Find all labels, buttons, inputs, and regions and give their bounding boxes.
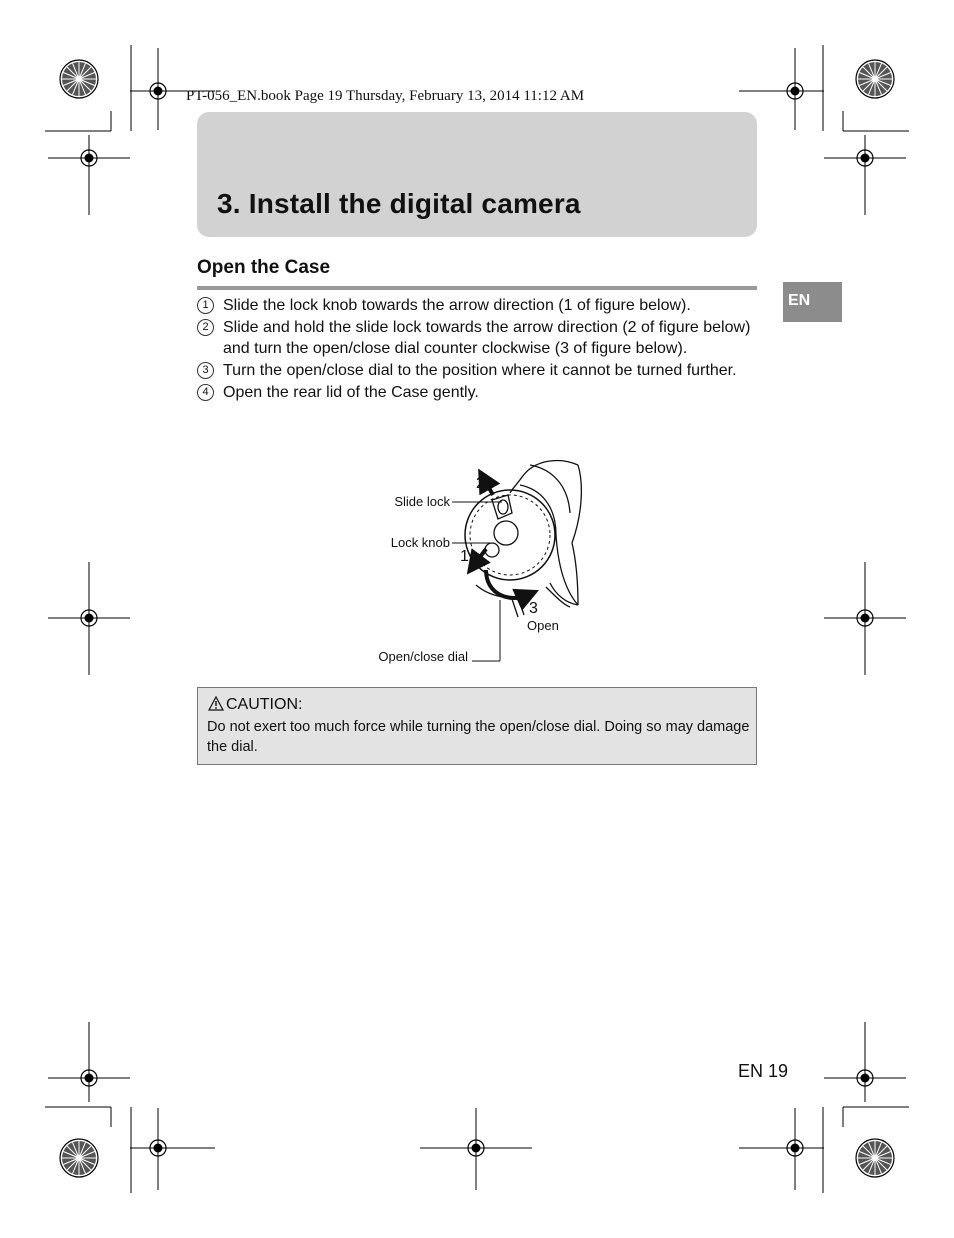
- page-number: EN 19: [738, 1061, 789, 1081]
- section-divider: [197, 286, 757, 290]
- caution-text: Do not exert too much force while turning the open/close dial. Doing so may damage the dial.: [207, 719, 750, 755]
- label-number-1: 1: [460, 548, 469, 565]
- label-slide-lock: Slide lock: [394, 494, 450, 509]
- label-lock-knob: Lock knob: [390, 535, 450, 550]
- step-list: [197, 295, 757, 404]
- step-item: [197, 295, 757, 316]
- book-header-info: PT-056_EN.book Page 19 Thursday, February 13, 2014 11:12 AM: [186, 88, 585, 104]
- caution-heading: [208, 696, 302, 714]
- section-heading: Open the Case: [197, 257, 331, 278]
- step-number: 3: [197, 362, 214, 379]
- label-open: Open: [527, 618, 559, 633]
- language-tab-label: EN: [788, 292, 811, 309]
- step-item: [197, 382, 757, 403]
- language-tab: [783, 282, 842, 322]
- case-opening-illustration: [360, 455, 590, 670]
- label-open-close-dial: Open/close dial: [378, 649, 468, 664]
- label-number-3: 3: [529, 600, 538, 617]
- step-text: Open the rear lid of the Case gently.: [223, 384, 479, 401]
- step-text: Slide the lock knob towards the arrow direction (1 of figure below).: [223, 297, 691, 314]
- caution-box: [197, 687, 757, 765]
- callout-lines: [452, 502, 502, 661]
- step-text: Slide and hold the slide lock towards the arrow direction (2 of figure below) and turn the open/close dial counter clockwise (3 of figure below).: [223, 319, 751, 357]
- warning-icon: [208, 696, 224, 711]
- step-number: 4: [197, 384, 214, 401]
- label-number-2: 2: [476, 475, 485, 492]
- caution-heading-text: CAUTION:: [226, 696, 303, 713]
- page-title: 3. Install the digital camera: [217, 188, 581, 219]
- step-number: 1: [197, 297, 214, 314]
- step-text: Turn the open/close dial to the position where it cannot be turned further.: [223, 362, 737, 379]
- step-item: [197, 317, 757, 359]
- step-item: [197, 360, 757, 381]
- step-number: 2: [197, 319, 214, 336]
